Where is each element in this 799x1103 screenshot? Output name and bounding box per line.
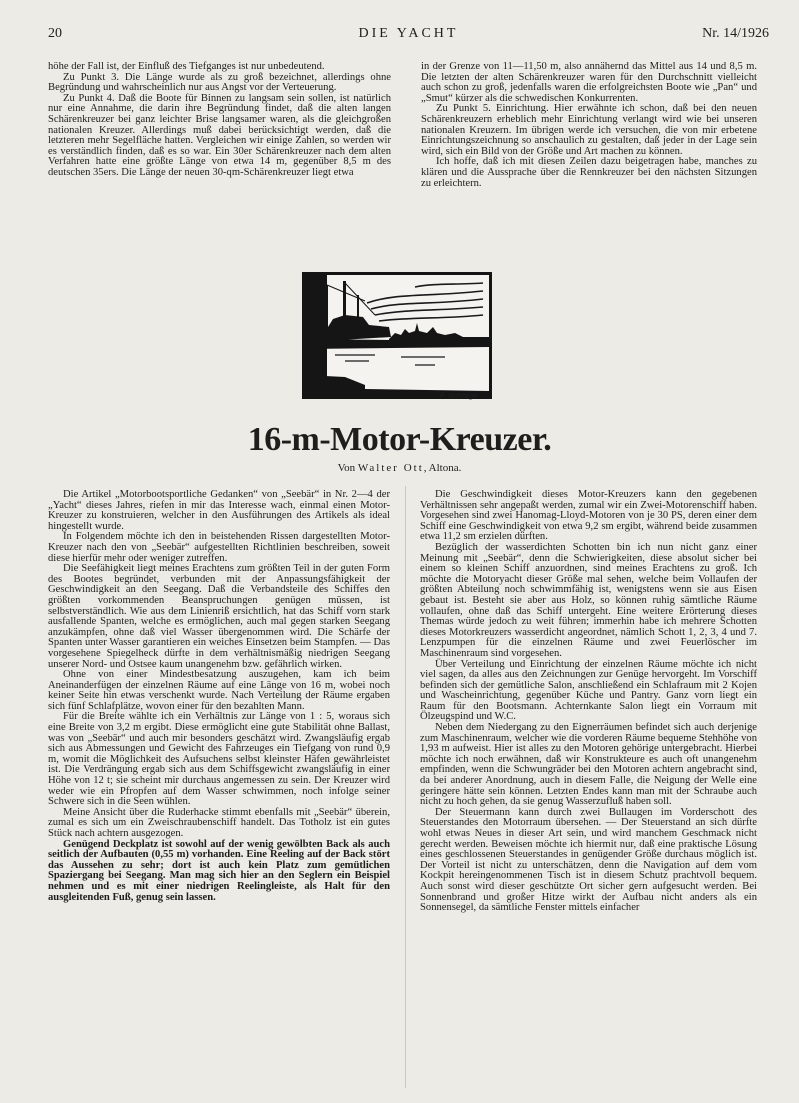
author-place: , Altona. [423,462,462,474]
artist-signature: F. Schrage [440,392,478,400]
harbor-woodcut-image [305,275,489,396]
paragraph: Neben dem Niedergang zu den Eignerräumen befindet sich auch derjenige zum Maschinenraum, welcher wie die vorderen Räume bequeme Stehhöhe von 1,93 m aufweist. Hier ist alles zu den Motoren gehörige untergebracht. Hierbei möchte ich noch erwähnen, daß wir Konstrukteure es auch oft unangenehm empfinden, wenn die Schwungräder bei den Motoren achtern angebracht sind, da bei anderer Anordnung, auch in diesem Falle, die Neigung der Welle eine geringere hätte sein können. Letzten Endes kann man mit der Schraube auch nicht zu hoch gehen, da sie genug Wasserzufluß haben soll. [420,722,757,808]
paragraph: In Folgendem möchte ich den in beistehenden Rissen dargestellten Motor-Kreuzer nach den von „Seebär“ aufgestellten Richtlinien beschreiben, soweit diese hierfür mehr oder weniger zutreffen. [48,531,390,564]
paragraph: Zu Punkt 4. Daß die Boote für Binnen zu langsam sein sollen, ist natürlich nur eine Annahme, die darin ihre Begründung findet, daß die alten langen Schärenkreuzer bei ganz leichter Brise langsamer waren, als die gleichgroßen nationalen Kreuzer. Allerdings muß dabei berücksichtigt werden, daß die letzteren mehr Segelfläche hatten. Vergleichen wir einige Zahlen, so werden wir es verständlich finden, daß es so war. Ein 30er Schärenkreuzer nach dem alten Verfahren hatte eine größte Länge von etwa 14 m, gegenüber 8,5 m des deutschen 35ers. Die Länge der neuen 30-qm-Schärenkreuzer liegt etwa [48,92,391,178]
paragraph-bold: Genügend Deckplatz ist sowohl auf der wenig gewölbten Back als auch seitlich der Aufbauten (0,55 m) vorhanden. Eine Reeling auf der Back stört das Aussehen zu sehr; dort ist auch kein Platz zum gemütlichen Spaziergang bei Seegang. Man mag sich hier an den Seglern ein Beispiel nehmen und es mit einer niedrigen Reelingleiste, als Halt für den ausgleitenden Fuß, genug sein lassen. [48,838,390,903]
paragraph: Die Geschwindigkeit dieses Motor-Kreuzers kann den gegebenen Verhältnissen sehr angepaßt werden, zumal wir ein Zwei-Motorenschiff haben. Vorgesehen sind zwei Hanomag-Lloyd-Motoren von je 30 PS, deren einer dem Schiff eine Geschwindigkeit von etwa 9,2 sm ergibt, während beide zusammen etwa 11,2 sm erzielen dürften. [420,489,757,543]
article-byline [0,462,799,474]
paragraph: Ich hoffe, daß ich mit diesen Zeilen dazu beigetragen habe, manches zu klären und die Aussprache über die Rennkreuzer bei den nächsten Sitzungen zu erleichtern. [421,156,757,189]
bottom-left-column [48,490,390,903]
paragraph: in der Grenze von 11—11,50 m, also annähernd das Mittel aus 14 und 8,5 m. Die letzten der alten Schärenkreuzer waren für den Durchschnitt vielleicht auch schon zu groß, jedenfalls waren die erfolgreichsten Boote wie „Pan“ und „Smut“ kürzer als die schwedischen Konkurrenten. [421,61,757,104]
journal-title: DIE YACHT [358,26,459,41]
paragraph: Zu Punkt 3. Die Länge wurde als zu groß bezeichnet, allerdings ohne Begründung und wahrscheinlich nur aus Angst vor der Verteuerung. [48,71,391,94]
page-header [48,26,769,46]
paragraph: Bezüglich der wasserdichten Schotten bin ich nun nicht ganz einer Meinung mit „Seebär“, denn die Schwierigkeiten, diese absolut sicher bei einem so kleinen Schiff anzuordnen, sind meines Erachtens zu groß. Ich möchte die Motoryacht dieser Größe mal sehen, welche beim Vollaufen der größten Abteilung noch schwimmfähig ist, wenigstens wenn sie aus Eisen gebaut ist. Besteht sie aber aus Holz, so können ruhig sämtliche Räume vollaufen, ohne daß das Schiff untergeht. Eine weitere Erörterung dieses Themas würde jedoch zu weit führen; immerhin habe ich mehrere Schotten dieses Motorkreuzers wasserdicht angeordnet, nämlich Schott 1, 2, 3, 4 und 7. Lenzpumpen für die einzelnen Räume und zwei Feuerlöscher im Maschinenraum sind vorgesehen. [420,541,757,659]
top-left-column [48,62,391,179]
column-divider [405,486,406,1088]
issue-number: Nr. 14/1926 [702,26,769,41]
page-number: 20 [48,26,62,41]
paragraph: Über Verteilung und Einrichtung der einzelnen Räume möchte ich nicht viel sagen, da alles aus den Zeichnungen zur Genüge hervorgeht. Im Vorschiff befinden sich der gemütliche Salon, anschließend ein Schlafraum mit 2 Kojen und Wascheinrichtung, gegenüber Küche und Pantry. Ganz vorn liegt ein Raum für den Bootsmann. Achternkante Salon liegt ein Vorraum mit Ölzeugspind und W.C. [420,658,757,723]
top-right-column [421,62,757,189]
paragraph: Der Steuermann kann durch zwei Bullaugen im Vorderschott des Steuerstandes den Motorraum übersehen. — Der Steuerstand an sich dürfte wohl etwas Neues in dieser Art sein, und wird manchem Geschmack nicht gerecht werden. Beweisen möchte ich hiermit nur, daß eine praktische Lösung eines geschlossenen Steuerstandes in genügender Größe durchaus möglich ist. Der Vorteil ist nicht zu unterschätzen, denn die Navigation auf dem vom Kockpit hereingenommenen Tisch ist in diesem Schutz prachtvoll bequem. Auch sonst wird dieser geschützte Ort sicher gern aufgesucht werden. Bei Sonnenbrand und großer Hitze wirkt der Aufbau nicht anders als ein Sonnensegel, da sämtliche Fenster mittels einfacher [420,806,757,914]
harbor-illustration [302,272,492,399]
paragraph: höhe der Fall ist, der Einfluß des Tiefganges ist nur unbedeutend. [48,61,325,72]
byline-prefix: Von [337,462,356,474]
paragraph: Ohne von einer Mindestbesatzung auszugehen, kam ich beim Aneinanderfügen der einzelnen Räume auf eine Länge von 16 m, wobei noch keiner Seite hin etwas verschenkt wurde. Nach Verteilung der Räume ergaben sich fünf Schlafplätze, wovon einer für den bezahlten Mann. [48,669,390,712]
paragraph: Die Artikel „Motorbootsportliche Gedanken“ von „Seebär“ in Nr. 2—4 der „Yacht“ dieses Jahres, riefen in mir das Interesse wach, einmal einen Motor-Kreuzer zu konstruieren, welcher in den Ausführungen des Artikels als ideal hingestellt wurde. [48,489,390,532]
article-title: 16-m-Motor-Kreuzer. [247,421,552,458]
paragraph: Meine Ansicht über die Ruderhacke stimmt ebenfalls mit „Seebär“ überein, zumal es sich um ein Zweischraubenschiff handelt. Das Totholz ist ein gutes Stück nach achtern ausgezogen. [48,806,390,839]
paragraph: Für die Breite wählte ich ein Verhältnis zur Länge von 1 : 5, woraus sich eine Breite von 3,2 m ergibt. Diese ermöglicht eine gute Stabilität ohne Ballast, was von „Seebär“ und auch mir besonders geschätzt wird. Zwangsläufig ergab sich aus Abmessungen und Gewicht des Fahrzeuges ein Tiefgang von rund 0,9 m, womit die Möglichkeit des Aufsuchens selbst kleinster Häfen gewährleistet ist. Die Verdrängung ergab sich aus dem Schiffsgewicht zwangsläufig in einer Höhe von 12 t; sie scheint mir durchaus angemessen zu sein. Der Kreuzer wird weder wie ein Pfropfen auf dem Wasser schwimmen, noch infolge seiner Schwere sich in die Seen wühlen. [48,711,390,808]
author-name: Walter Ott [357,462,424,474]
paragraph: Die Seefähigkeit liegt meines Erachtens zum größten Teil in der guten Form des Bootes begründet, verbunden mit der Anpassungsfähigkeit der Geschwindigkeit an den Seegang. Daß die Verbandsteile des Schiffes den größten vorkommenden Beanspruchungen genügen müssen, ist selbstverständlich. Wie aus dem Linienriß ersichtlich, hat das Schiff vorn stark ausfallende Spanten, welche es ermöglichen, auch mal gegen starken Seegang anzukämpfen, ohne daß viel Wasser übergenommen wird. Die Schärfe der Spanten unter Wasser garantieren ein weiches Einsetzen beim Stampfen. — Das vorgesehene Spiegelheck dürfte in dem verhältnismäßig niedrigen Seegang unserer Nord- und Ostsee kaum unangenehm bzw. gefährlich wirken. [48,563,390,670]
bottom-right-column [420,490,757,914]
paragraph: Zu Punkt 5. Einrichtung. Hier erwähnte ich schon, daß bei den neuen Schärenkreuzern erheblich mehr Einrichtung verlangt wird wie bei unseren nationalen Kreuzern. Im übrigen werde ich versuchen, die von mir erbetene Einrichtungszeichnung so anschaulich zu gestalten, daß jeder in der Lage sein wird, sich ein Bild von der Größe und Art machen zu können. [421,103,757,157]
